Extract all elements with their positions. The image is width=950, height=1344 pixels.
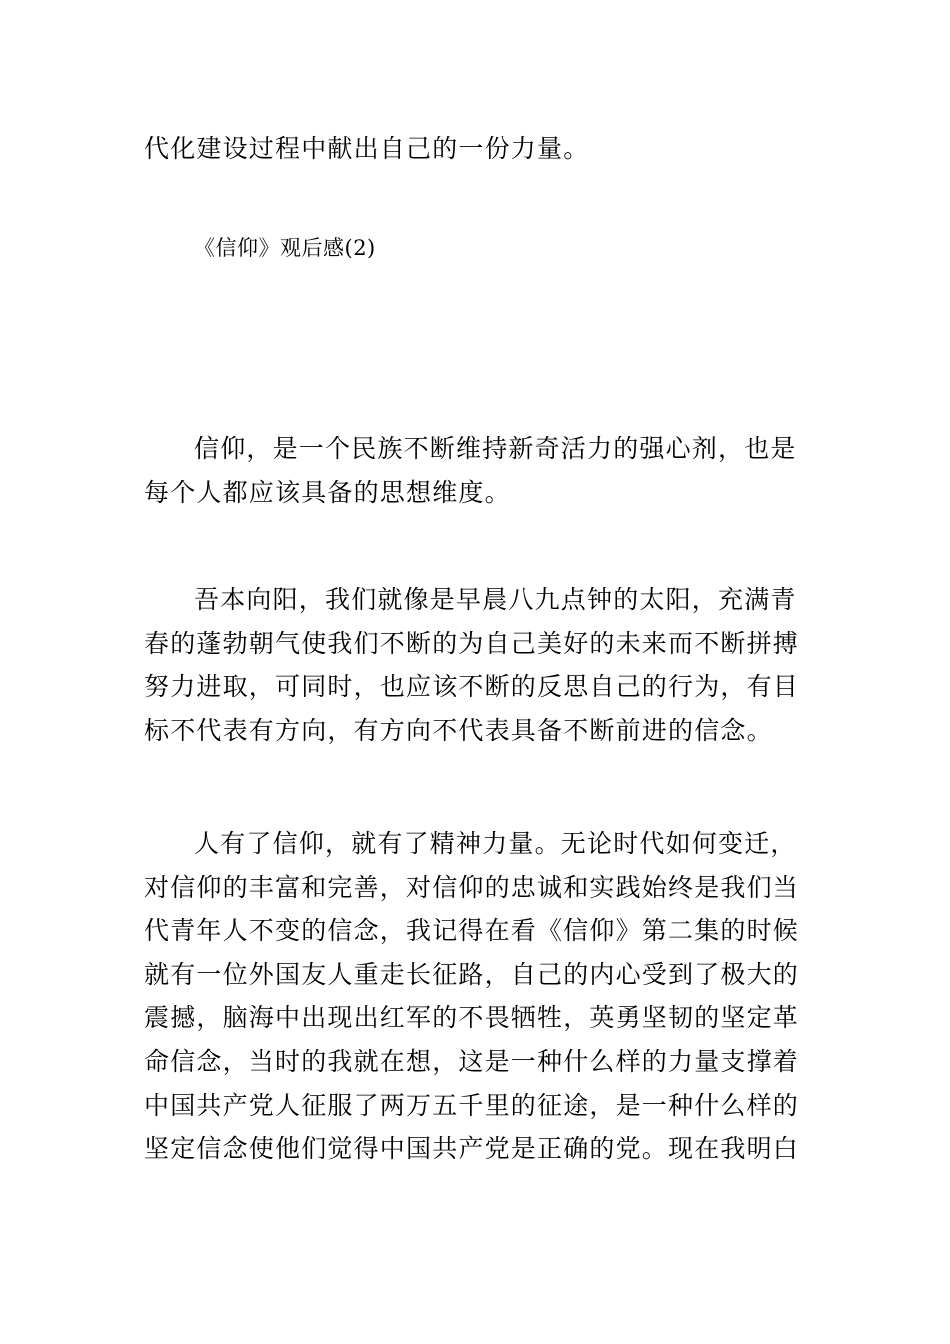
paragraph-line: 每个人都应该具备的思想维度。 [144,477,511,507]
paragraph-line: 春的蓬勃朝气使我们不断的为自己美好的未来而不断拼搏 [144,628,800,658]
paragraph-line: 中国共产党人征服了两万五千里的征途，是一种什么样的 [144,1090,800,1120]
paragraph-3 [144,822,808,1171]
paragraph-line: 对信仰的丰富和完善，对信仰的忠诚和实践始终是我们当 [144,872,800,902]
paragraph-1 [144,427,808,514]
paragraph-2 [144,578,808,752]
paragraph-line: 标不代表有方向，有方向不代表具备不断前进的信念。 [144,715,773,745]
paragraph-line: 命信念，当时的我就在想，这是一种什么样的力量支撑着 [144,1046,800,1076]
paragraph-line: 吾本向阳，我们就像是早晨八九点钟的太阳，充满青 [194,585,797,614]
paragraph-line: 人有了信仰，就有了精神力量。无论时代如何变迁， [194,829,797,858]
paragraph-line: 努力进取，可同时，也应该不断的反思自己的行为，有目 [144,672,800,702]
paragraph-line: 就有一位外国友人重走长征路，自己的内心受到了极大的 [144,959,800,989]
section-heading: 《信仰》观后感(2) [194,236,376,260]
paragraph-line: 代青年人不变的信念，我记得在看《信仰》第二集的时候 [144,916,800,946]
continuation-paragraph [144,127,808,171]
paragraph-line: 代化建设过程中献出自己的一份力量。 [144,134,590,163]
paragraph-line: 坚定信念使他们觉得中国共产党是正确的党。现在我明白 [144,1134,800,1164]
paragraph-line: 震撼，脑海中出现出红军的不畏牺牲，英勇坚韧的坚定革 [144,1003,800,1033]
paragraph-line: 信仰，是一个民族不断维持新奇活力的强心剂，也是 [194,434,797,463]
